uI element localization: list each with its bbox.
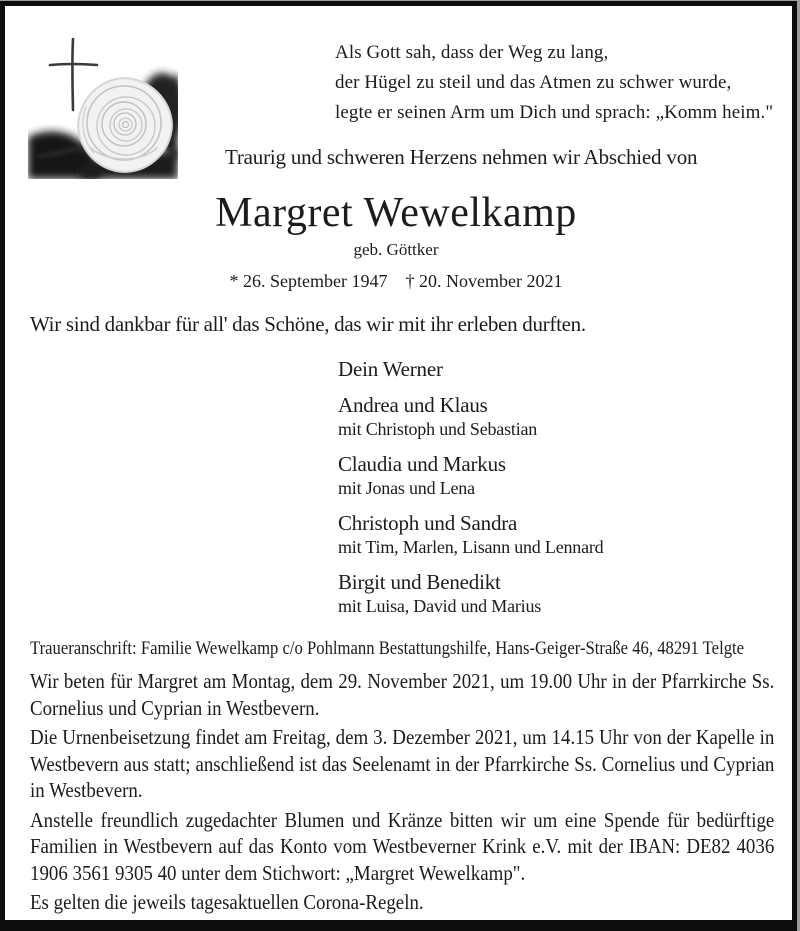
deceased-name: Margret Wewelkamp [215, 190, 577, 236]
mourner-name: Dein Werner [338, 357, 443, 381]
death-date: † 20. November 2021 [405, 271, 563, 291]
maiden-name: geb. Göttker [353, 240, 439, 259]
donation-paragraph: Anstelle freundlich zugedachter Blumen und Kränze bitten wir um eine Spende für bedürftige Familien in Westbevern auf das Konto vom Westbeverner Krink e.V. mit der IBAN: DE82 4036 1906 3561 9305 40 unter dem Stichwort: „Margret Wewelkamp". [30, 807, 775, 885]
life-dates [30, 270, 762, 292]
burial-paragraph: Die Urnenbeisetzung findet am Freitag, dem 3. Dezember 2021, um 14.15 Uhr von der Kapelle in Westbevern aus statt; anschließend ist das Seelenamt in der Pfarrkirche Ss. Cornelius und Cyprian in Westbevern. [30, 725, 775, 802]
corona-rules-paragraph: Es gelten die jeweils tagesaktuellen Corona-Regeln. [30, 890, 424, 914]
mourner-entry [338, 510, 762, 559]
memorial-photo-graphic [28, 29, 178, 179]
opening-poem [335, 38, 774, 128]
mourner-entry [338, 569, 762, 618]
memorial-photo [28, 29, 178, 179]
mourner-children: mit Christoph und Sebastian [338, 419, 538, 439]
poem-line: Als Gott sah, dass der Weg zu lang, [335, 42, 609, 63]
mourners-list [338, 356, 762, 618]
mourner-children: mit Jonas und Lena [338, 478, 475, 498]
mourner-name: Claudia und Markus [338, 452, 506, 476]
mourner-entry [338, 356, 762, 382]
mourner-entry [338, 392, 762, 441]
mourning-address: Traueranschrift: Familie Wewelkamp c/o Pohlmann Bestattungshilfe, Hans-Geiger-Straße 46, 48291 Telgte [30, 639, 745, 659]
farewell-intro: Traurig und schweren Herzens nehmen wir Abschied von [225, 145, 698, 169]
mourner-children: mit Luisa, David und Marius [338, 596, 542, 616]
notice-content [5, 6, 792, 920]
mourner-name: Christoph und Sandra [338, 511, 518, 535]
poem-line: der Hügel zu steil und das Atmen zu schwer wurde, [335, 72, 732, 93]
service-info [30, 668, 774, 916]
mourner-entry [338, 451, 762, 500]
mourner-name: Andrea und Klaus [338, 393, 488, 417]
mourner-children: mit Tim, Marlen, Lisann und Lennard [338, 537, 604, 557]
gratitude-line: Wir sind dankbar für all' das Schöne, das wir mit ihr erleben durften. [30, 312, 586, 336]
prayer-service-paragraph: Wir beten für Margret am Montag, dem 29. November 2021, um 19.00 Uhr in der Pfarrkirche Ss. Cornelius und Cyprian in Westbevern. [30, 669, 775, 720]
rose-icon [78, 78, 172, 172]
birth-date: * 26. September 1947 [229, 271, 388, 291]
obituary-notice [0, 1, 797, 931]
poem-line: legte er seinen Arm um Dich und sprach: „Komm heim." [335, 102, 774, 123]
mourner-name: Birgit und Benedikt [338, 570, 501, 594]
